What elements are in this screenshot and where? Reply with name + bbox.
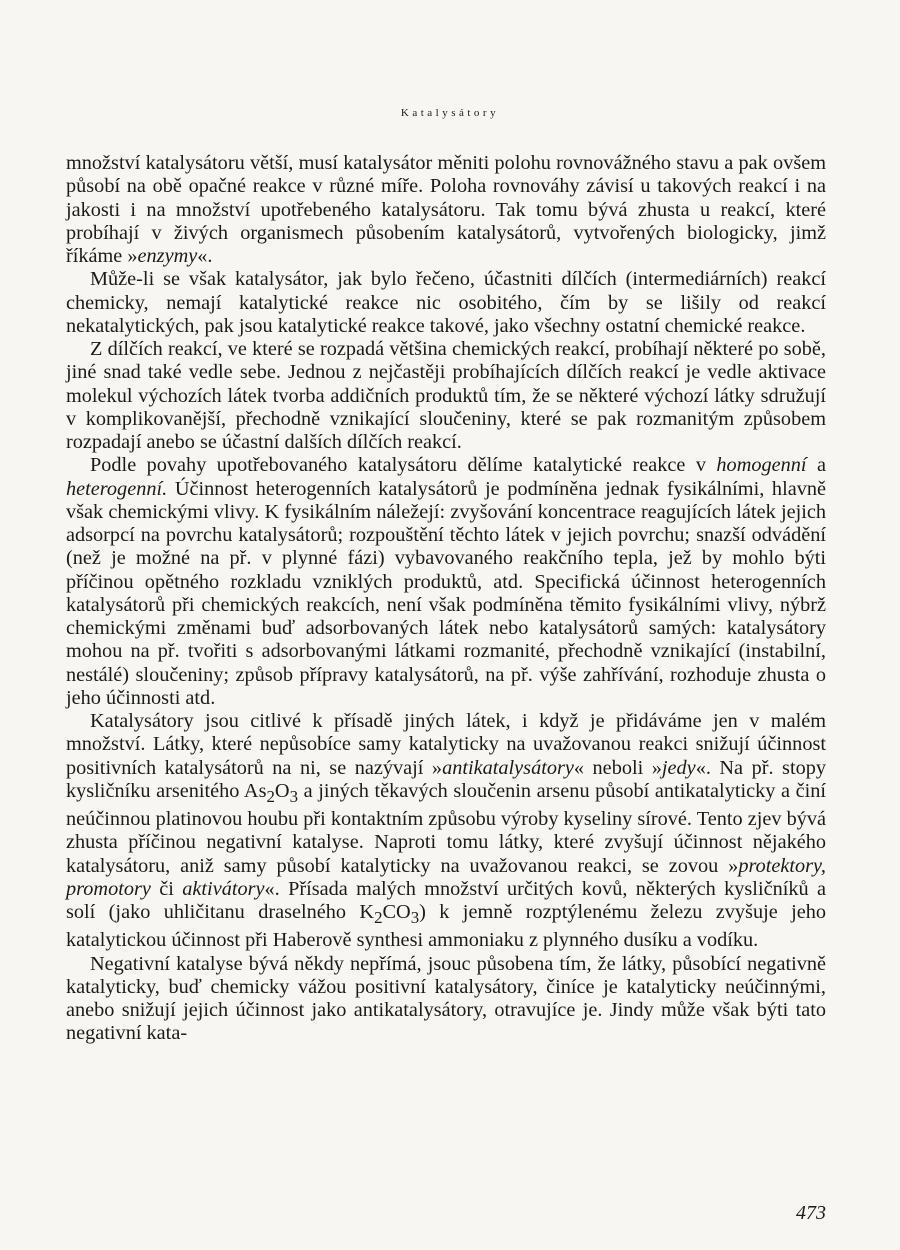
text-run: Podle povahy upotřebovaného katalysátoru dělíme katalytické reakce v (90, 454, 717, 477)
text-run: Účinnost heterogenních katalysátorů je podmíněna jednak fysikálními, hlavně však chemickými vlivy. K fysikálním náležejí: zvyšování koncentrace reagujících látek jejich adsorpcí na povrchu katalysátorů; rozpouštění těchto látek v jejich povrchu; snazší odvádění (než je možné na př. v plynné fázi) vybavovaného reakčního tepla, jež by mohlo býti příčinou opětného rozkladu vzniklých produktů, atd. Specifická účinnost heterogenních katalysátorů při chemických reakcích, není však podmíněna těmito fysikálními vlivy, nýbrž chemickými změnami buď adsorbovaných látek nebo katalysátorů samých: katalysátory mohou na př. tvořiti s adsorbovanými látkami rozmanité, přechodně vznikající (instabilní, nestálé) sloučeniny; způsob přípravy katalysátorů, na př. výše zahřívání, rozhoduje zhusta o jeho účinnosti atd. (66, 477, 826, 709)
paragraph (66, 268, 826, 338)
text-run: či (150, 877, 183, 900)
subscript: 2 (374, 908, 383, 928)
text-run: «. Na př. stopy kysličníku arsenitého As (66, 756, 827, 802)
paragraph (66, 152, 826, 268)
running-head: Katalysátory (400, 107, 500, 119)
subscript: 3 (289, 786, 299, 806)
italic-term: enzymy (137, 245, 198, 267)
text-run: Negativní katalyse bývá někdy nepřímá, jsouc působena tím, že látky, působící negativně katalyticky, buď chemicky vážou positivní katalysátory, činíce je katalyticky neúčinnými, anebo snižují jejich účinnost jako antikatalysátory, otravujíce je. Jindy může však býti tato negativní kata- (66, 952, 826, 1045)
body-text (66, 152, 826, 1046)
text-run: ) k jemně rozptýlenému železu zvyšuje jeho katalytickou účinnost při Haberově synthesi ammoniaku z plynného dusíku a vodíku. (66, 901, 827, 952)
text-run: « neboli » (573, 756, 662, 779)
text-run: množství katalysátoru větší, musí katalysátor měniti polohu rovnovážného stavu a pak ovšem působí na obě opačné reakce v různé míře. Poloha rovnováhy závisí u takových reakcí i na jakosti i na množství upotřebeného katalysátoru. Tak tomu bývá zhusta u reakcí, které probíhají v živých organismech působením katalysátorů, vytvořených biologicky, jimž říkáme » (66, 152, 826, 267)
italic-term: protektory, promotory (66, 854, 826, 900)
italic-term: heterogenní. (66, 477, 168, 500)
italic-term: homogenní (716, 454, 807, 477)
text-run: O (274, 779, 290, 802)
italic-term: aktivátory (182, 877, 265, 900)
text-run: Z dílčích reakcí, ve které se rozpadá většina chemických reakcí, probíhají některé po sobě, jiné snad také vedle sebe. Jednou z nejčastěji probíhajících dílčích reakcí je vedle aktivace molekul výchozích látek tvorba addičních produktů tím, že se některé výchozí látky sdružují v komplikovanější, přechodně vznikající sloučeniny, které se pak rozmanitým způsobem rozpadají anebo se účastní dalších dílčích reakcí. (66, 338, 826, 453)
paragraph (66, 953, 826, 1046)
page-number: 473 (796, 1202, 826, 1224)
paragraph (66, 454, 826, 710)
italic-term: jedy (661, 756, 696, 779)
text-run: a (806, 454, 826, 477)
text-run: Katalysátory jsou citlivé k přísadě jiných látek, i když je přidáváme jen v malém množství. Látky, které nepůsobíce samy katalyticky na uvažovanou reakci snižují účinnost positivních katalysátorů na ni, se nazývají » (66, 710, 826, 779)
subscript: 2 (266, 786, 275, 806)
text-run: «. (197, 245, 213, 267)
paragraph (66, 338, 826, 454)
text-run: Může-li se však katalysátor, jak bylo řečeno, účastniti dílčích (intermediárních) reakcí chemicky, nemají katalytické reakce nic osobitého, čím by se lišily od reakcí nekatalytických, pak jsou katalytické reakce takové, jako všechny ostatní chemické reakce. (66, 268, 826, 337)
paragraph (66, 710, 826, 953)
text-run: «. Přísada malých množství určitých kovů, některých kysličníků a solí (jako uhličitanu draselného K (66, 877, 827, 924)
text-run: CO (382, 901, 411, 924)
italic-term: antikatalysátory (442, 756, 574, 779)
subscript: 3 (410, 908, 420, 928)
text-run: a jiných těkavých sloučenin arsenu působí antikatalyticky a činí neúčinnou platinovou houbu při kontaktním způsobu výroby kyseliny sírové. Tento zjev bývá zhusta příčinou negativní katalyse. Naproti tomu látky, které zvyšují účinnost nějakého katalysátoru, aniž samy působí katalyticky na uvažovanou reakci, se zovou » (66, 779, 826, 877)
